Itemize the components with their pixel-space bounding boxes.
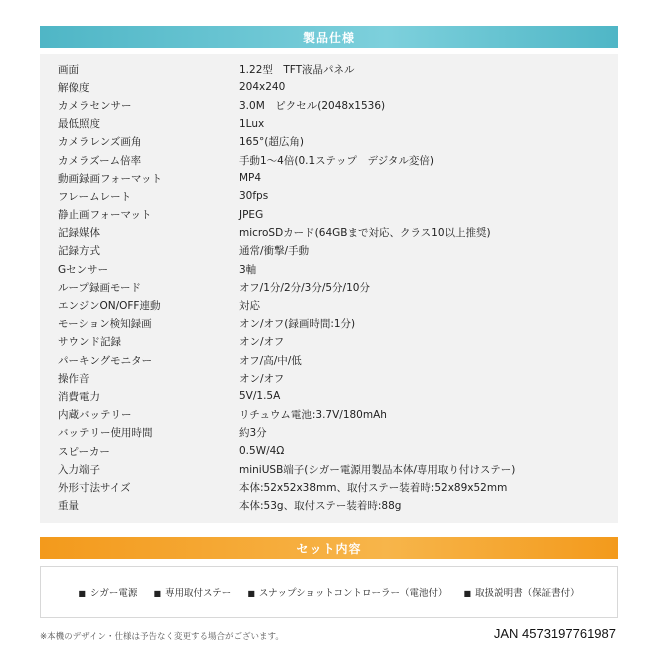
spec-value: 通常/衝撃/手動 xyxy=(239,245,310,258)
spec-label: バッテリー使用時間 xyxy=(58,427,153,440)
set-item xyxy=(247,585,447,599)
spec-label: 消費電力 xyxy=(58,390,100,403)
spec-row xyxy=(40,478,618,496)
spec-value: オフ/高/中/低 xyxy=(239,354,302,367)
spec-value: オン/オフ(録画時間:1分) xyxy=(239,318,356,331)
spec-row xyxy=(40,206,618,224)
spec-row xyxy=(40,315,618,333)
spec-row xyxy=(40,78,618,96)
spec-label: フレームレート xyxy=(58,190,132,203)
spec-row xyxy=(40,424,618,442)
set-item-label: 専用取付ステー xyxy=(165,588,232,599)
square-bullet-icon: ■ xyxy=(78,589,86,598)
spec-label: 内蔵バッテリー xyxy=(58,409,132,422)
spec-row xyxy=(40,260,618,278)
set-item-label: スナップショットコントローラー（電池付） xyxy=(258,588,448,599)
spec-row xyxy=(40,278,618,296)
spec-label: カメラズーム倍率 xyxy=(58,154,142,167)
spec-section-header xyxy=(40,26,618,48)
spec-row xyxy=(40,242,618,260)
spec-value: 165°(超広角) xyxy=(239,136,304,149)
set-contents-box xyxy=(40,566,618,618)
spec-row xyxy=(40,369,618,387)
spec-label: カメラセンサー xyxy=(58,99,132,112)
spec-label: 記録媒体 xyxy=(58,227,100,240)
spec-label: 重量 xyxy=(58,500,79,513)
spec-label: Gセンサー xyxy=(58,263,109,276)
spec-label: 解像度 xyxy=(58,81,90,94)
spec-value: 3軸 xyxy=(239,263,257,276)
set-section-header xyxy=(40,537,618,559)
spec-row xyxy=(40,333,618,351)
spec-label: スピーカー xyxy=(58,445,110,458)
spec-value: microSDカード(64GBまで対応、クラス10以上推奨) xyxy=(239,227,491,240)
spec-value: リチュウム電池:3.7V/180mAh xyxy=(239,409,387,422)
square-bullet-icon: ■ xyxy=(247,589,255,598)
spec-label: パーキングモニター xyxy=(58,354,153,367)
set-item xyxy=(78,585,137,599)
disclaimer-note: ※本機のデザイン・仕様は予告なく変更する場合がございます。 xyxy=(40,632,284,642)
square-bullet-icon: ■ xyxy=(153,589,161,598)
spec-value: 30fps xyxy=(239,190,269,203)
spec-value: miniUSB端子(シガー電源用製品本体/専用取り付けステー) xyxy=(239,463,516,476)
spec-value: オン/オフ xyxy=(239,372,285,385)
spec-label: モーション検知録画 xyxy=(58,318,152,331)
spec-row xyxy=(40,133,618,151)
set-item-label: 取扱説明書（保証書付） xyxy=(475,588,580,599)
set-item-label: シガー電源 xyxy=(89,588,138,599)
spec-value: 5V/1.5A xyxy=(239,390,281,403)
spec-label: 最低照度 xyxy=(58,118,100,131)
spec-value: MP4 xyxy=(239,172,262,185)
spec-section-title: 製品仕様 xyxy=(302,30,355,45)
spec-value: オフ/1分/2分/3分/5分/10分 xyxy=(239,281,370,294)
spec-row xyxy=(40,60,618,78)
spec-value: オン/オフ xyxy=(239,336,285,349)
spec-label: 操作音 xyxy=(58,372,90,385)
spec-value: 1.22型 TFT液晶パネル xyxy=(239,63,355,76)
spec-label: 外形寸法サイズ xyxy=(58,481,131,494)
spec-value: 0.5W/4Ω xyxy=(239,445,285,458)
jan-code: JAN 4573197761987 xyxy=(493,626,616,641)
spec-row xyxy=(40,151,618,169)
spec-row xyxy=(40,115,618,133)
spec-label: エンジンON/OFF連動 xyxy=(58,300,161,313)
spec-row xyxy=(40,187,618,205)
spec-value: 1Lux xyxy=(239,117,265,130)
set-item xyxy=(464,585,580,599)
spec-label: 記録方式 xyxy=(58,245,100,258)
spec-row xyxy=(40,406,618,424)
spec-row xyxy=(40,351,618,369)
spec-label: 静止画フォーマット xyxy=(58,209,152,222)
spec-value: 対応 xyxy=(239,300,260,313)
spec-row xyxy=(40,442,618,460)
spec-row xyxy=(40,497,618,515)
spec-value: JPEG xyxy=(239,208,264,221)
spec-table xyxy=(40,54,618,523)
spec-value: 本体:52x52x38mm、取付ステー装着時:52x89x52mm xyxy=(239,481,508,494)
spec-value: 204x240 xyxy=(239,81,286,94)
spec-value: 約3分 xyxy=(239,427,267,440)
square-bullet-icon: ■ xyxy=(463,589,472,598)
spec-label: ループ録画モード xyxy=(58,281,142,294)
spec-label: 動画録画フォーマット xyxy=(58,172,163,185)
spec-row xyxy=(40,96,618,114)
spec-row xyxy=(40,387,618,405)
spec-label: 画面 xyxy=(58,63,79,76)
spec-row xyxy=(40,296,618,314)
spec-row xyxy=(40,460,618,478)
spec-label: カメラレンズ画角 xyxy=(58,136,142,149)
spec-value: 本体:53g、取付ステー装着時:88g xyxy=(239,500,402,513)
spec-value: 3.0M ピクセル(2048x1536) xyxy=(239,99,386,112)
set-section-title: セット内容 xyxy=(296,541,362,556)
set-item xyxy=(153,585,231,599)
spec-label: サウンド記録 xyxy=(58,336,121,349)
spec-value: 手動1～4倍(0.1ステップ デジタル変倍) xyxy=(239,154,434,167)
spec-row xyxy=(40,169,618,187)
spec-row xyxy=(40,224,618,242)
spec-label: 入力端子 xyxy=(58,463,100,476)
